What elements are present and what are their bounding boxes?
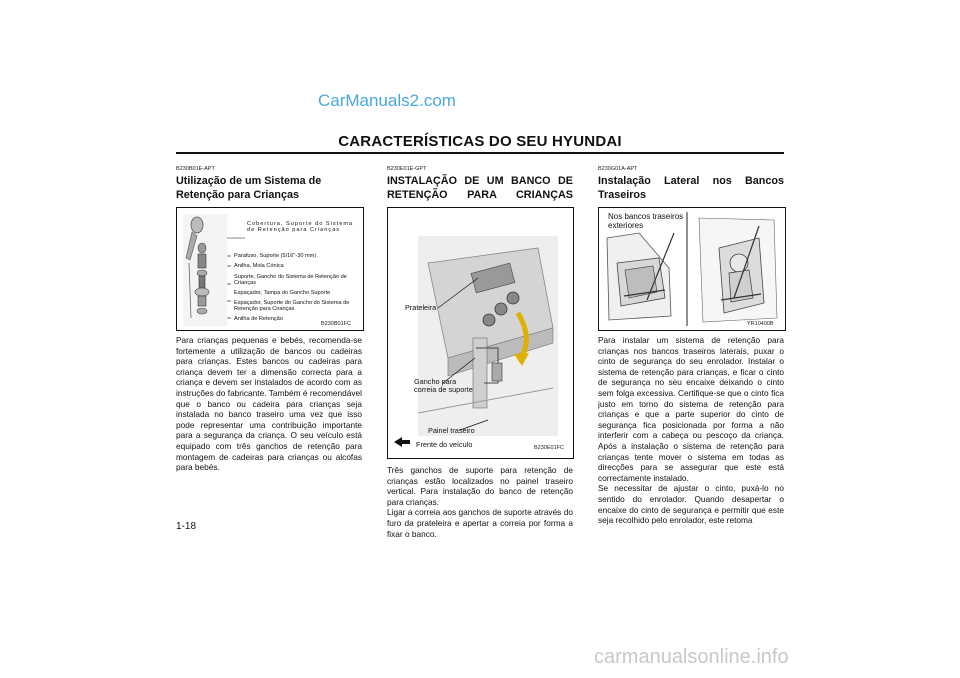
figure-code: B230B01FC xyxy=(321,321,351,327)
label-retaining-washer: Anilha de Retenção xyxy=(234,316,283,322)
section-title: Instalação Lateral nos Bancos Traseiros xyxy=(598,175,784,201)
figure-anchor-parts xyxy=(176,207,364,331)
figure-code: YR10400B xyxy=(747,321,774,327)
footer-watermark: carmanualsonline.info xyxy=(594,646,789,668)
label-spring-washer: Anilha, Mola Cónica xyxy=(234,263,284,269)
label-outboard-seats: Nos bancos traseiros exteriores xyxy=(608,212,684,231)
header-rule xyxy=(176,152,784,154)
rear-shelf-illustration xyxy=(388,208,573,458)
section-body-p2: Ligar a correia aos ganchos de suporte através do furo da prateleira e apertar a correia por forma a fixar o banco. xyxy=(387,507,573,539)
page-header: CARACTERÍSTICAS DO SEU HYUNDAI xyxy=(338,133,622,150)
label-rear-panel: Painel traseiro xyxy=(428,426,475,435)
label-bracket-spacer: Espaçador, Suporte do Gancho do Sistema de Retenção para Crianças xyxy=(234,300,350,313)
label-vehicle-front: Frente do veículo xyxy=(416,440,473,449)
section-body-p1: Três ganchos de suporte para retenção de crianças estão localizados no painel traseiro vertical. Para instalação do banco de retenção para crianças. xyxy=(387,465,573,507)
section-code: B230G01A-APT xyxy=(598,166,638,172)
label-cover: Cobertura, Suporte do Sistema de Retenção para Crianças xyxy=(247,221,354,234)
column-side-installation xyxy=(598,166,784,526)
label-shelf: Prateleira xyxy=(405,303,437,312)
section-title: INSTALAÇÃO DE UM BANCO DE RETENÇÃO PARA CRIANÇAS xyxy=(387,175,573,201)
page-number: 1-18 xyxy=(176,521,197,532)
column-installing-restraint xyxy=(387,166,573,539)
section-body: Para crianças pequenas e bebés, recomenda-se fortemente a utilização de bancos ou cadeiras para crianças. Estes bancos ou cadeiras para criança devem ter a dimensão correcta para a criança e devem ser instalados de acordo com as instruções do fabricante. Também é recomendável que o banco ou cadeira para crianças seja instalada no banco traseiro uma vez que isso pode representar uma contribuição importante para a segurança da criança. O seu veículo está equipado com três ganchos de retenção para montagem de cadeiras para crianças ou alcofas para bebés. xyxy=(176,335,362,473)
figure-code: B230E01FC xyxy=(534,445,564,451)
site-watermark: CarManuals2.com xyxy=(318,91,456,110)
figure-tether-hooks xyxy=(387,207,574,459)
figure-outboard-seats xyxy=(598,207,786,331)
section-title: Utilização de um Sistema de Retenção para Crianças xyxy=(176,175,322,201)
section-body-p1: Para instalar um sistema de retenção para crianças nos bancos traseiros laterais, puxar o cinto de segurança do seu enrolador. Instalar o sistema de retenção para crianças, e ficar o cinto de segurança no seu encaixe deixando o cinto sem folga excessiva. Certifique-se que o cinto fica justo em torno do sistema de retenção para crianças e que a parte superior do cinto de segurança fica posicionada por forma a não interferir com a cabeça ou pescoço da criança. Após a instalação o sistema de retenção para crianças tente mover o sistema em todas as direcções para se assegurar que este está correctamente instalado. xyxy=(598,335,784,483)
label-cap-spacer: Espaçador, Tampa do Gancho Suporte xyxy=(234,290,331,296)
section-body-p2: Se necessitar de ajustar o cinto, puxá-lo no sentido do enrolador. Quando desapertar o encaixe do cinto de segurança e permitir que este seja recolhido pelo enrolador, este retoma xyxy=(598,483,784,526)
section-code: B230B01E-APT xyxy=(176,166,215,172)
section-code: B230E01E-GPT xyxy=(387,166,427,172)
label-hook-bracket: Suporte, Gancho do Sistema de Retenção de Crianças xyxy=(234,274,347,287)
column-child-restraint-use xyxy=(176,166,362,473)
label-bolt: Parafuso, Suporte (5/16"-30 mm) xyxy=(234,253,317,259)
label-tether-hook: Gancho para correia de suporte xyxy=(414,377,473,395)
